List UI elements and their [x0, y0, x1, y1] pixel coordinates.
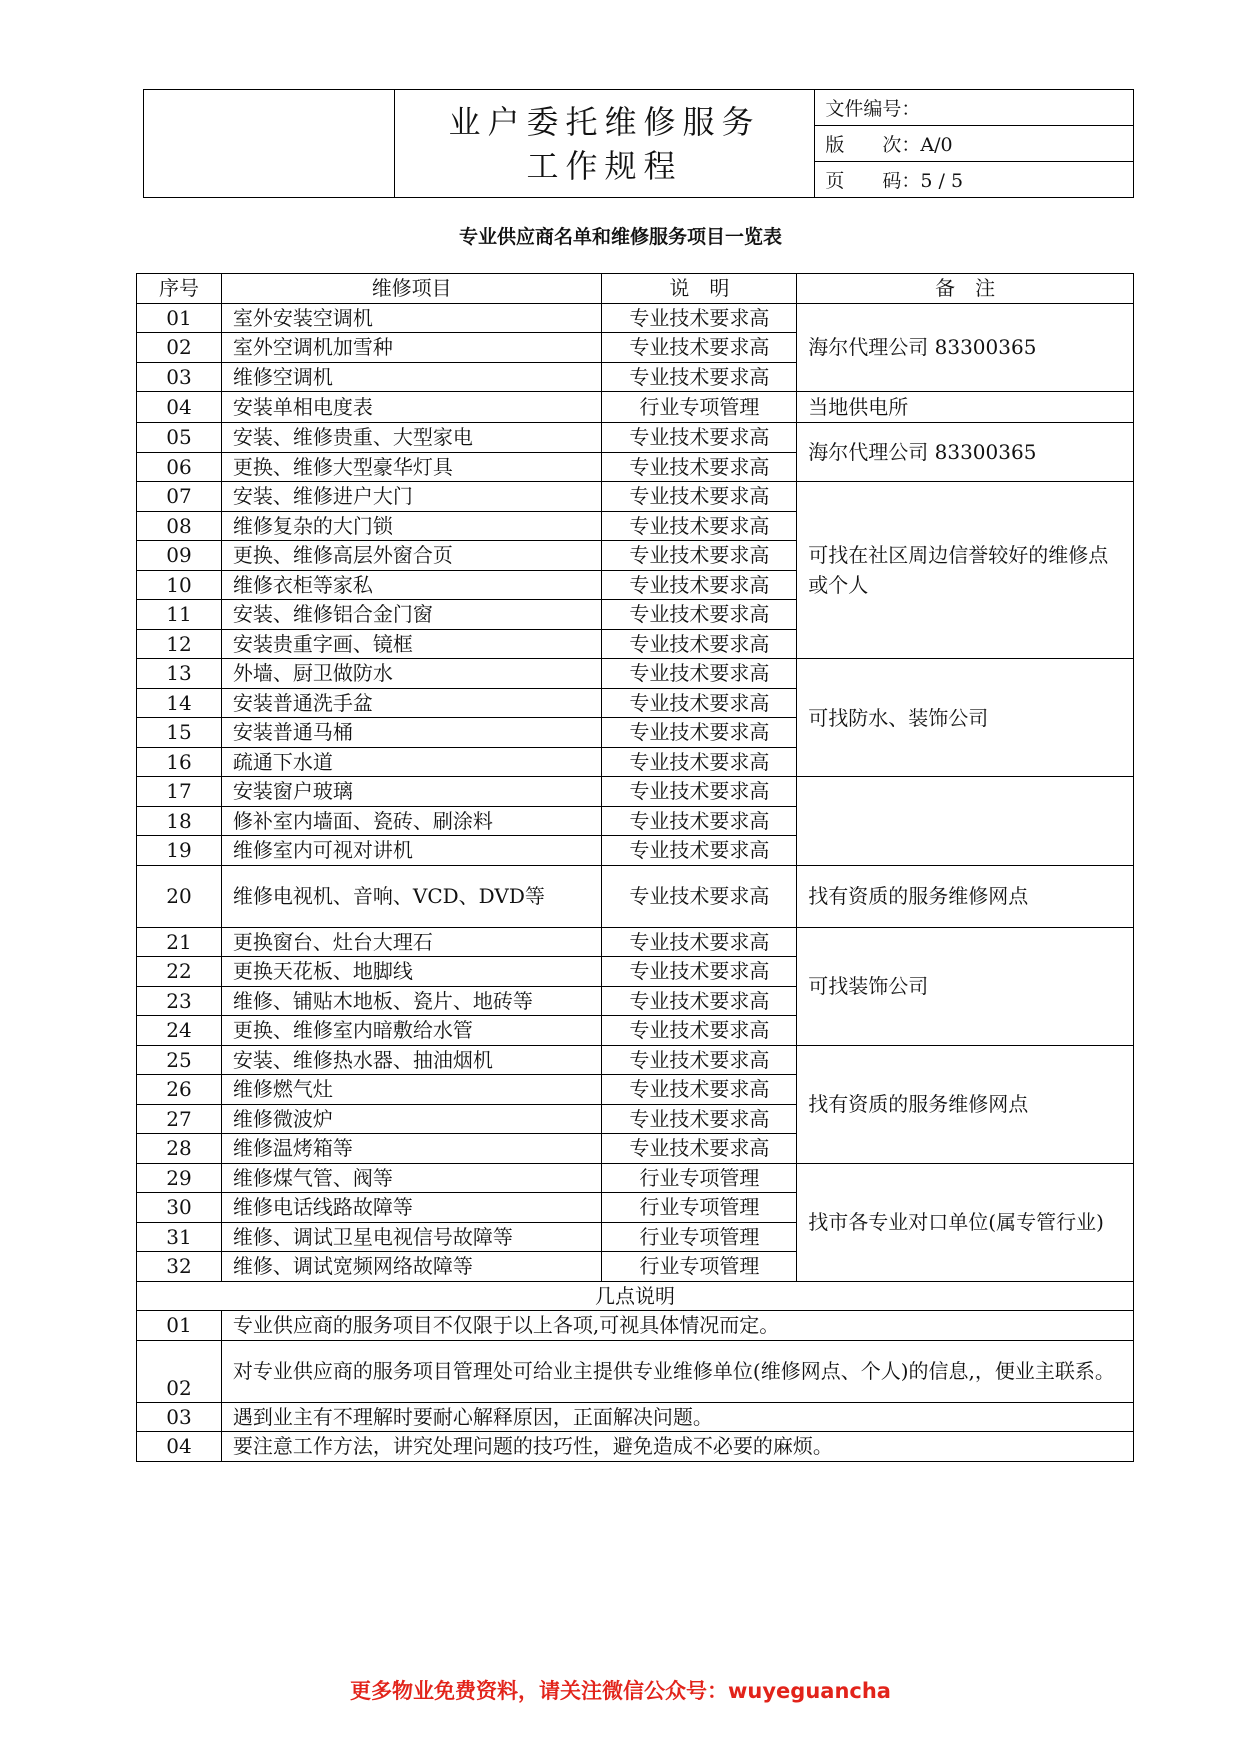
- row-item: 安装、维修铝合金门窗: [221, 600, 602, 630]
- row-desc: 专业技术要求高: [602, 333, 797, 363]
- row-desc: 行业专项管理: [602, 1163, 797, 1193]
- table-row: [137, 392, 1134, 423]
- row-desc: 专业技术要求高: [602, 482, 797, 512]
- row-item: 外墙、厨卫做防水: [221, 659, 602, 689]
- row-desc: 专业技术要求高: [602, 806, 797, 836]
- col-header-item: 维修项目: [221, 274, 602, 304]
- row-no: 25: [137, 1045, 222, 1075]
- row-desc: 专业技术要求高: [602, 747, 797, 777]
- row-item: 更换、维修高层外窗合页: [221, 541, 602, 571]
- table-row: [137, 423, 1134, 453]
- note-no: 04: [137, 1432, 222, 1462]
- row-no: 18: [137, 806, 222, 836]
- row-no: 04: [137, 392, 222, 423]
- row-item: 安装窗户玻璃: [221, 777, 602, 807]
- row-no: 21: [137, 927, 222, 957]
- row-no: 13: [137, 659, 222, 689]
- row-item: 维修电话线路故障等: [221, 1193, 602, 1223]
- note-text: 遇到业主有不理解时要耐心解释原因，正面解决问题。: [221, 1402, 1133, 1432]
- row-remark: 可找装饰公司: [797, 927, 1134, 1045]
- notes-header-row: [137, 1281, 1134, 1311]
- row-desc: 行业专项管理: [602, 1193, 797, 1223]
- row-remark: 可找防水、装饰公司: [797, 659, 1134, 777]
- row-desc: 专业技术要求高: [602, 452, 797, 482]
- row-item: 安装、维修贵重、大型家电: [221, 423, 602, 453]
- note-text: 专业供应商的服务项目不仅限于以上各项,可视具体情况而定。: [221, 1311, 1133, 1341]
- table-row: [137, 927, 1134, 957]
- row-desc: 专业技术要求高: [602, 777, 797, 807]
- row-desc: 专业技术要求高: [602, 957, 797, 987]
- row-remark: [797, 777, 1134, 866]
- row-desc: 行业专项管理: [602, 392, 797, 423]
- row-item: 室外安装空调机: [221, 303, 602, 333]
- note-text: 对专业供应商的服务项目管理处可给业主提供专业维修单位(维修网点、个人)的信息,，便业主联系。: [221, 1340, 1133, 1402]
- row-remark: 海尔代理公司 83300365: [797, 303, 1134, 392]
- row-desc: 专业技术要求高: [602, 362, 797, 392]
- row-no: 09: [137, 541, 222, 571]
- row-item: 安装、维修热水器、抽油烟机: [221, 1045, 602, 1075]
- page-number: 页 码：5 / 5: [815, 162, 1134, 198]
- row-no: 01: [137, 303, 222, 333]
- row-no: 23: [137, 986, 222, 1016]
- row-no: 22: [137, 957, 222, 987]
- row-item: 维修微波炉: [221, 1104, 602, 1134]
- row-desc: 专业技术要求高: [602, 986, 797, 1016]
- note-no: 03: [137, 1402, 222, 1432]
- row-remark: 找有资质的服务维修网点: [797, 865, 1134, 927]
- row-item: 更换天花板、地脚线: [221, 957, 602, 987]
- row-item: 维修衣柜等家私: [221, 570, 602, 600]
- row-desc: 专业技术要求高: [602, 629, 797, 659]
- row-desc: 专业技术要求高: [602, 570, 797, 600]
- note-row: [137, 1402, 1134, 1432]
- footer-promo: 更多物业免费资料，请关注微信公众号：wuyeguancha: [350, 1679, 891, 1703]
- row-desc: 专业技术要求高: [602, 1075, 797, 1105]
- row-item: 更换、维修大型豪华灯具: [221, 452, 602, 482]
- row-item: 修补室内墙面、瓷砖、刷涂料: [221, 806, 602, 836]
- row-desc: 专业技术要求高: [602, 600, 797, 630]
- row-item: 安装贵重字画、镜框: [221, 629, 602, 659]
- row-no: 12: [137, 629, 222, 659]
- note-row: [137, 1432, 1134, 1462]
- version: 版 次：A/0: [815, 126, 1134, 162]
- row-desc: 专业技术要求高: [602, 688, 797, 718]
- row-desc: 专业技术要求高: [602, 1016, 797, 1046]
- title-line-2: 工作规程: [526, 146, 683, 185]
- row-item: 维修空调机: [221, 362, 602, 392]
- row-desc: 专业技术要求高: [602, 303, 797, 333]
- row-item: 维修、调试宽频网络故障等: [221, 1252, 602, 1282]
- note-text: 要注意工作方法，讲究处理问题的技巧性，避免造成不必要的麻烦。: [221, 1432, 1133, 1462]
- row-no: 15: [137, 718, 222, 748]
- table-row: [137, 865, 1134, 927]
- row-item: 更换窗台、灶台大理石: [221, 927, 602, 957]
- row-desc: 行业专项管理: [602, 1252, 797, 1282]
- row-desc: 专业技术要求高: [602, 836, 797, 866]
- row-no: 26: [137, 1075, 222, 1105]
- note-no: 02: [137, 1340, 222, 1402]
- row-remark: 找有资质的服务维修网点: [797, 1045, 1134, 1163]
- table-row: [137, 659, 1134, 689]
- row-no: 08: [137, 511, 222, 541]
- title-line-1: 业户委托维修服务: [448, 102, 761, 141]
- row-no: 30: [137, 1193, 222, 1223]
- row-no: 20: [137, 865, 222, 927]
- row-no: 02: [137, 333, 222, 363]
- row-no: 10: [137, 570, 222, 600]
- row-item: 维修温烤箱等: [221, 1134, 602, 1164]
- row-desc: 专业技术要求高: [602, 1104, 797, 1134]
- table-row: [137, 303, 1134, 333]
- col-header-no: 序号: [137, 274, 222, 304]
- row-remark: 海尔代理公司 83300365: [797, 423, 1134, 482]
- row-no: 31: [137, 1222, 222, 1252]
- row-no: 17: [137, 777, 222, 807]
- row-no: 32: [137, 1252, 222, 1282]
- row-remark: 当地供电所: [797, 392, 1134, 423]
- row-desc: 专业技术要求高: [602, 423, 797, 453]
- supplier-table: [136, 273, 1134, 1462]
- row-item: 安装普通马桶: [221, 718, 602, 748]
- row-desc: 专业技术要求高: [602, 865, 797, 927]
- row-desc: 专业技术要求高: [602, 541, 797, 571]
- row-desc: 行业专项管理: [602, 1222, 797, 1252]
- row-item: 维修燃气灶: [221, 1075, 602, 1105]
- row-no: 28: [137, 1134, 222, 1164]
- row-item: 维修煤气管、阀等: [221, 1163, 602, 1193]
- row-no: 29: [137, 1163, 222, 1193]
- row-item: 维修电视机、音响、VCD、DVD等: [221, 865, 602, 927]
- row-item: 维修室内可视对讲机: [221, 836, 602, 866]
- row-item: 室外空调机加雪种: [221, 333, 602, 363]
- row-item: 安装、维修进户大门: [221, 482, 602, 512]
- row-no: 16: [137, 747, 222, 777]
- table-row: [137, 1163, 1134, 1193]
- table-row: [137, 482, 1134, 512]
- row-remark: 找市各专业对口单位(属专管行业): [797, 1163, 1134, 1281]
- row-no: 27: [137, 1104, 222, 1134]
- notes-title: 几点说明: [137, 1281, 1134, 1311]
- col-header-remark: 备 注: [797, 274, 1134, 304]
- note-row: [137, 1340, 1134, 1402]
- row-no: 07: [137, 482, 222, 512]
- row-desc: 专业技术要求高: [602, 718, 797, 748]
- row-item: 更换、维修室内暗敷给水管: [221, 1016, 602, 1046]
- row-no: 05: [137, 423, 222, 453]
- row-desc: 专业技术要求高: [602, 1045, 797, 1075]
- table-row: [137, 777, 1134, 807]
- row-item: 维修复杂的大门锁: [221, 511, 602, 541]
- row-item: 安装单相电度表: [221, 392, 602, 423]
- row-no: 03: [137, 362, 222, 392]
- row-no: 06: [137, 452, 222, 482]
- row-item: 疏通下水道: [221, 747, 602, 777]
- doc-number: 文件编号：: [815, 90, 1134, 126]
- row-no: 24: [137, 1016, 222, 1046]
- row-item: 安装普通洗手盆: [221, 688, 602, 718]
- row-desc: 专业技术要求高: [602, 511, 797, 541]
- row-no: 19: [137, 836, 222, 866]
- row-item: 维修、调试卫星电视信号故障等: [221, 1222, 602, 1252]
- note-no: 01: [137, 1311, 222, 1341]
- note-row: [137, 1311, 1134, 1341]
- row-desc: 专业技术要求高: [602, 927, 797, 957]
- row-no: 11: [137, 600, 222, 630]
- table-row: [137, 1045, 1134, 1075]
- row-desc: 专业技术要求高: [602, 1134, 797, 1164]
- document-header: [143, 89, 1134, 198]
- document-title: [394, 90, 815, 198]
- row-remark: 可找在社区周边信誉较好的维修点或个人: [797, 482, 1134, 659]
- table-caption: 专业供应商名单和维修服务项目一览表: [458, 226, 782, 248]
- col-header-desc: 说 明: [602, 274, 797, 304]
- row-no: 14: [137, 688, 222, 718]
- row-desc: 专业技术要求高: [602, 659, 797, 689]
- row-item: 维修、铺贴木地板、瓷片、地砖等: [221, 986, 602, 1016]
- table-header-row: [137, 274, 1134, 304]
- logo-cell: [144, 90, 395, 198]
